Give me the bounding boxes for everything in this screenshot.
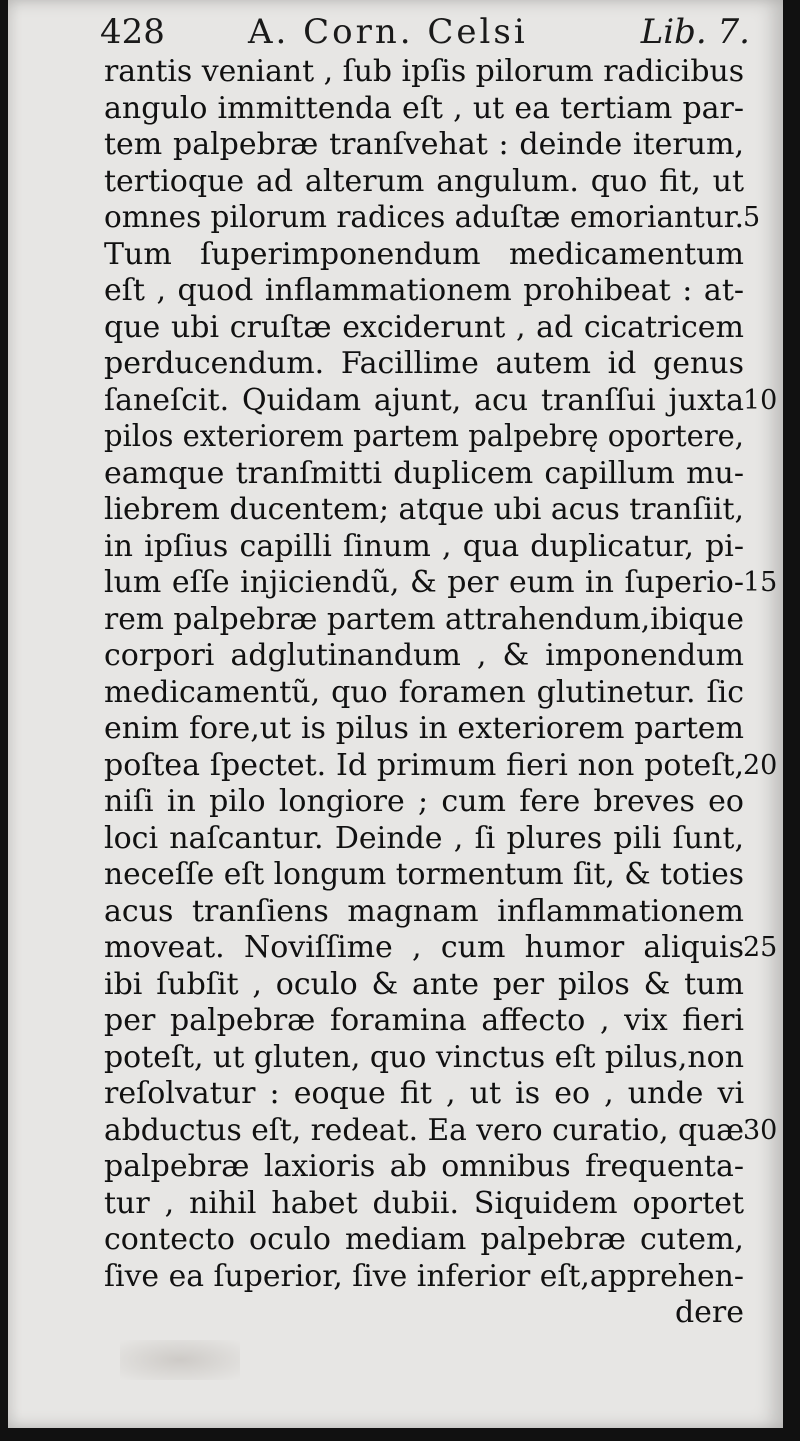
text-line [104, 711, 744, 748]
text-line [104, 1259, 744, 1296]
text-line-content: eſt , quod inflammationem prohibeat : at- [104, 273, 745, 308]
body-text [104, 54, 744, 1332]
text-line-content: neceſſe eſt longum tormentum ſit, & toties [104, 857, 745, 892]
text-line-content: tertioque ad alterum angulum. quo fit, ut [104, 163, 745, 199]
text-line [104, 930, 744, 967]
text-line [104, 237, 744, 274]
text-line-content: medicamentũ, quo foramen glutinetur. ſic [104, 674, 744, 710]
text-line-content: que ubi cruſtæ exciderunt , ad cicatricem [104, 309, 744, 345]
text-line [104, 529, 744, 566]
text-line [104, 1113, 744, 1150]
text-line-content: ibi ſubſit , oculo & ante per pilos & tum [104, 966, 744, 1002]
book-page [8, 0, 783, 1428]
text-line-content: reſolvatur : eoque fit , ut is eo , unde vi [104, 1076, 745, 1111]
text-line [104, 1186, 744, 1223]
text-line-content: angulo immittenda eſt , ut ea tertiam par- [104, 90, 745, 126]
text-line-content: contecto oculo mediam palpebræ cutem, [104, 1222, 744, 1257]
text-line [104, 894, 744, 931]
text-line-content: loci naſcantur. Deinde , ſi plures pili ſunt, [104, 820, 744, 856]
text-line-content: tur , nihil habet dubii. Siquidem oportet [104, 1185, 744, 1221]
text-line-content: rantis veniant , ſub ipſis pilorum radicibus [104, 54, 745, 89]
margin-line-number: 30 [743, 1114, 778, 1146]
text-line [104, 565, 744, 602]
text-line-content: niſi in pilo longiore ; cum fere breves eo [104, 784, 744, 819]
text-line [104, 1003, 744, 1040]
margin-line-number: 15 [743, 567, 778, 598]
text-line-content: corpori adglutinandum , & imponendum [104, 638, 744, 673]
text-line [104, 675, 744, 712]
text-line-content: per palpebræ foramina affecto , vix fieri [104, 1003, 745, 1038]
text-line [104, 1040, 744, 1077]
margin-line-number: 10 [743, 384, 778, 416]
text-line-content: rem palpebræ partem attrahendum,ibique [104, 601, 745, 637]
text-line [104, 638, 744, 675]
text-line [104, 383, 744, 420]
text-line [104, 784, 744, 821]
text-line-content: omnes pilorum radices aduſtæ emoriantur. [104, 200, 744, 235]
text-line-content: acus tranſiens magnam inflammationem [104, 893, 744, 929]
text-line [104, 602, 744, 639]
text-line-content: ſaneſcit. Quidam ajunt, acu tranſſui juxta [104, 382, 744, 418]
text-line-content: enim fore,ut is pilus in exteriorem partem [104, 711, 744, 746]
text-line [104, 967, 744, 1004]
text-line-content: poteſt, ut gluten, quo vinctus eſt pilus,non [104, 1039, 744, 1075]
text-line [104, 1076, 744, 1113]
text-line-content: poſtea ſpectet. Id primum fieri non poteſt, [104, 747, 744, 783]
text-line-content: pilos exteriorem partem palpebrę oportere, [104, 419, 745, 454]
running-title: A. Corn. Celsi [248, 12, 528, 52]
catchword: dere [674, 1295, 744, 1330]
text-line [104, 91, 744, 128]
text-line [104, 310, 744, 347]
text-line [104, 748, 744, 785]
text-line-content: palpebræ laxioris ab omnibus frequenta- [104, 1149, 744, 1184]
text-line-content: eamque tranſmitti duplicem capillum mu- [104, 455, 744, 491]
margin-line-number: 20 [743, 749, 778, 781]
paper-stain [120, 1340, 240, 1380]
page-number: 428 [100, 12, 165, 52]
text-line [104, 821, 744, 858]
text-line-content: perducendum. Facillime autem id genus [104, 346, 744, 381]
running-header [100, 12, 750, 54]
text-line-content: moveat. Noviſſime , cum humor aliquis [104, 930, 745, 965]
text-line-content: liebrem ducentem; atque ubi acus tranſiit, [104, 492, 744, 527]
text-line-content: lum eſſe injiciendũ, & per eum in ſuperio- [104, 565, 744, 600]
text-line [104, 200, 744, 237]
text-line [104, 1149, 744, 1186]
text-line [104, 164, 744, 201]
text-line [104, 492, 744, 529]
text-line [104, 456, 744, 493]
text-line [104, 54, 744, 91]
text-line-content: abductus eſt, redeat. Ea vero curatio, quæ [104, 1112, 745, 1148]
text-line-content: Tum ſuperimponendum medicamentum [104, 236, 744, 272]
text-line [104, 127, 744, 164]
margin-line-number: 5 [743, 202, 761, 233]
text-line [104, 857, 744, 894]
book-number: Lib. 7. [640, 12, 750, 52]
text-line-content: in ipſius capilli ſinum , qua duplicatur, pi- [104, 528, 745, 564]
text-line-content: tem palpebræ tranſvehat : deinde iterum, [104, 127, 744, 162]
margin-line-number: 25 [743, 932, 778, 963]
text-line [104, 346, 744, 383]
text-line [104, 1222, 744, 1259]
text-line [104, 273, 744, 310]
text-line-content: ſive ea ſuperior, ſive inferior eſt,apprehen- [104, 1258, 744, 1294]
text-line [104, 419, 744, 456]
